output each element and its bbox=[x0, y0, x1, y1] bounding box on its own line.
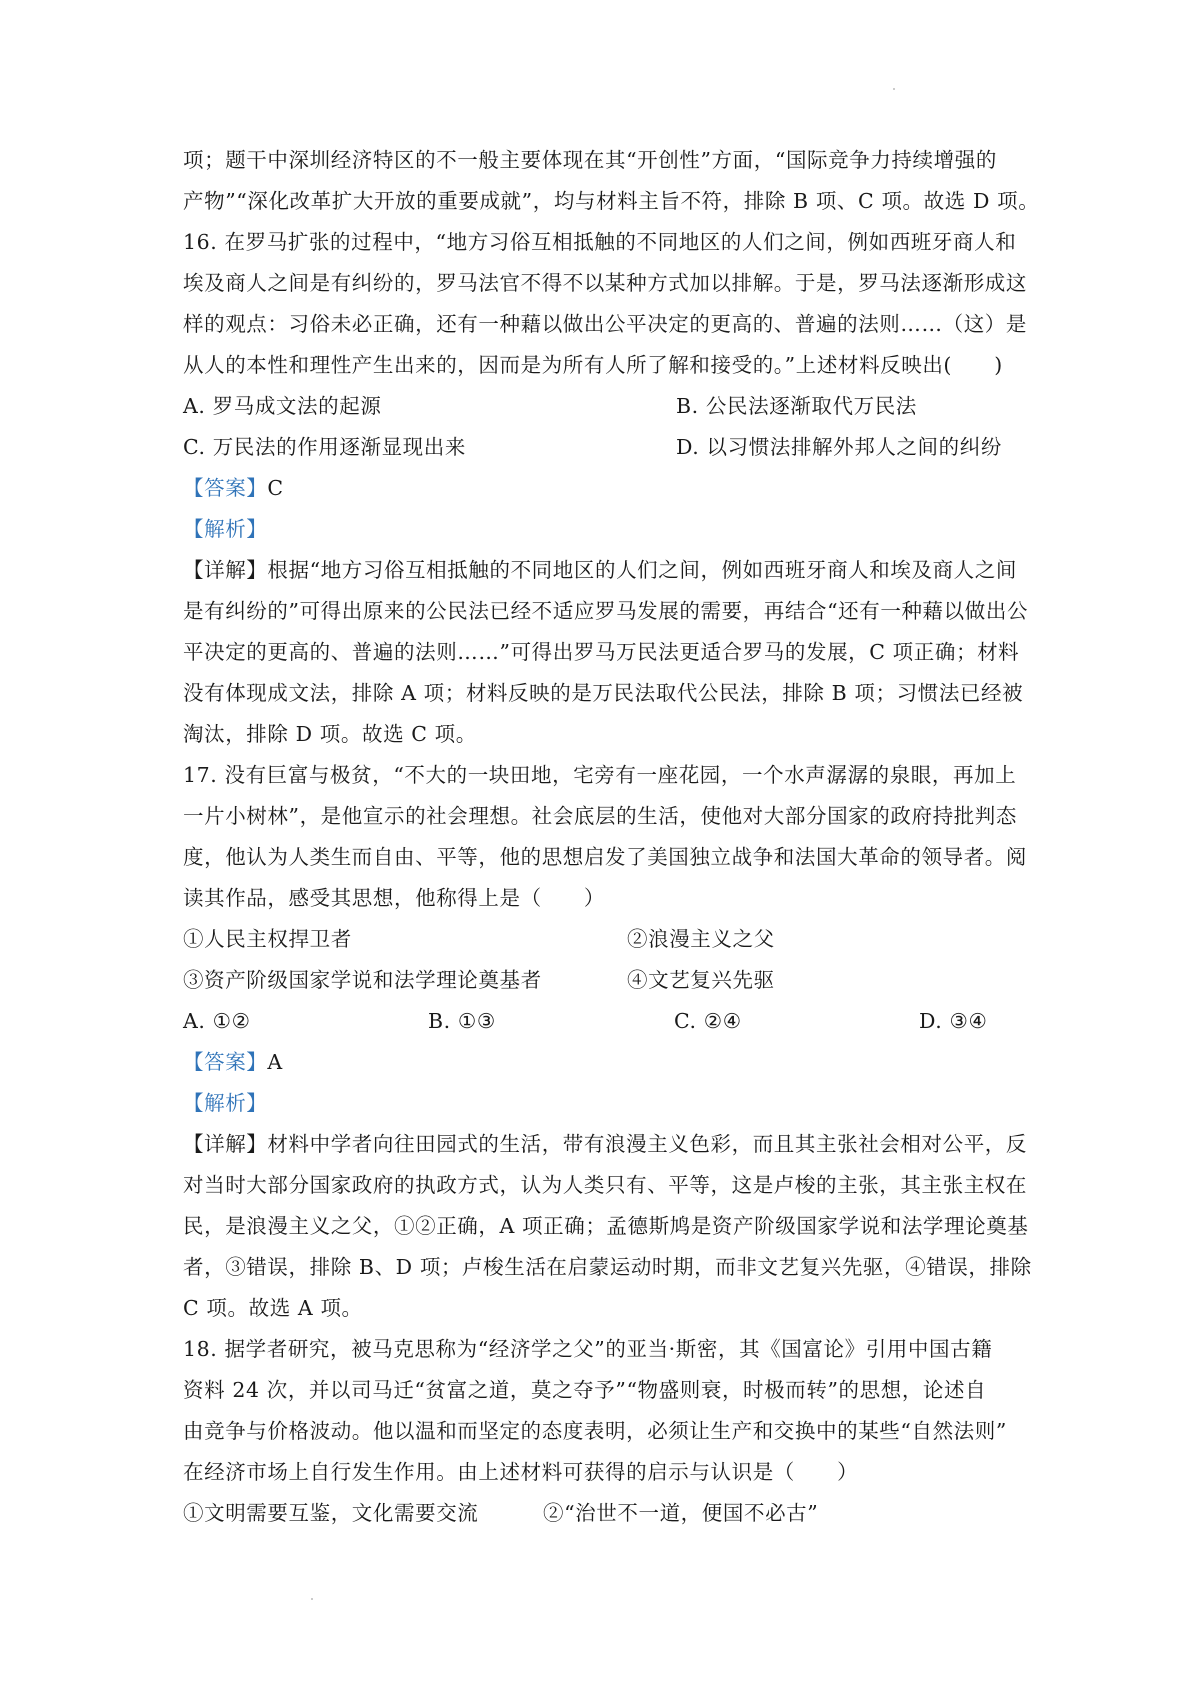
q16-detail-text-1: 根据“地方习俗互相抵触的不同地区的人们之间，例如西班牙商人和埃及商人之间 bbox=[267, 558, 1017, 582]
q17-detail-line-2: 对当时大部分国家政府的执政方式，认为人类只有、平等，这是卢梭的主张，其主张主权在 bbox=[183, 1173, 1027, 1197]
q18-item-2: ②“治世不一道，便国不必古” bbox=[543, 1501, 819, 1525]
q17-item-3: ③资产阶级国家学说和法学理论奠基者 bbox=[183, 968, 542, 992]
q16-detail-tag: 【详解】 bbox=[183, 558, 268, 582]
q17-detail-line-1 bbox=[183, 1134, 1043, 1155]
q16-answer-tag: 【答案】 bbox=[183, 476, 268, 500]
q16-stem-line-4: 从人的本性和理性产生出来的，因而是为所有人所了解和接受的。”上述材料反映出( ) bbox=[183, 353, 1003, 377]
q17-detail-tag: 【详解】 bbox=[183, 1132, 268, 1156]
q16-answer-line bbox=[183, 478, 1043, 499]
q18-stem-line-3: 由竞争与价格波动。他以温和而坚定的态度表明，必须让生产和交换中的某些“自然法则” bbox=[183, 1419, 1007, 1443]
q16-analysis-tag: 【解析】 bbox=[183, 517, 268, 541]
q16-detail-line-3: 平决定的更高的、普遍的法则……”可得出罗马万民法更适合罗马的发展，C 项正确；材料 bbox=[183, 640, 1020, 664]
q16-detail-line-5: 淘汰，排除 D 项。故选 C 项。 bbox=[183, 722, 477, 746]
q17-analysis-tag: 【解析】 bbox=[183, 1091, 268, 1115]
q17-detail-line-5: C 项。故选 A 项。 bbox=[183, 1296, 363, 1320]
q18-item-1: ①文明需要互鉴，文化需要交流 bbox=[183, 1501, 479, 1525]
q18-stem-line-2: 资料 24 次，并以司马迁“贫富之道，莫之夺予”“物盛则衰，时极而转”的思想，论述自 bbox=[183, 1378, 987, 1402]
q17-item-2: ②浪漫主义之父 bbox=[627, 927, 775, 951]
q17-stem-line-1: 17. 没有巨富与极贫，“不大的一块田地，宅旁有一座花园，一个水声潺潺的泉眼，再加上 bbox=[183, 763, 1017, 787]
q16-option-a: A. 罗马成文法的起源 bbox=[183, 394, 382, 418]
q17-answer-tag: 【答案】 bbox=[183, 1050, 268, 1074]
q17-detail-line-3: 民，是浪漫主义之父，①②正确，A 项正确；孟德斯鸠是资产阶级国家学说和法学理论奠基 bbox=[183, 1214, 1029, 1238]
q16-option-d: D. 以习惯法排解外邦人之间的纠纷 bbox=[676, 435, 1002, 459]
q17-stem-line-3: 度，他认为人类生而自由、平等，他的思想启发了美国独立战争和法国大革命的领导者。阅 bbox=[183, 845, 1027, 869]
q15-line-2: 产物”“深化改革扩大开放的重要成就”，均与材料主旨不符，排除 B 项、C 项。故选 D 项。 bbox=[183, 189, 1040, 213]
q18-stem-line-4: 在经济市场上自行发生作用。由上述材料可获得的启示与认识是（ ） bbox=[183, 1460, 859, 1484]
q18-stem-line-1: 18. 据学者研究，被马克思称为“经济学之父”的亚当·斯密，其《国富论》引用中国古籍 bbox=[183, 1337, 993, 1361]
q17-answer: A bbox=[267, 1050, 283, 1074]
q17-detail-text-1: 材料中学者向往田园式的生活，带有浪漫主义色彩，而且其主张社会相对公平，反 bbox=[267, 1132, 1028, 1156]
page-speck bbox=[311, 1598, 313, 1600]
q17-option-d: D. ③④ bbox=[919, 1009, 988, 1033]
q16-option-c: C. 万民法的作用逐渐显现出来 bbox=[183, 435, 466, 459]
q16-answer: C bbox=[267, 476, 284, 500]
page-speck bbox=[893, 88, 895, 90]
q16-detail-line-2: 是有纠纷的”可得出原来的公民法已经不适应罗马发展的需要，再结合“还有一种藉以做出公 bbox=[183, 599, 1029, 623]
q17-answer-line bbox=[183, 1052, 1043, 1073]
q17-option-b: B. ①③ bbox=[428, 1009, 496, 1033]
q16-stem-line-2: 埃及商人之间是有纠纷的，罗马法官不得不以某种方式加以排解。于是，罗马法逐渐形成这 bbox=[183, 271, 1027, 295]
q17-stem-line-4: 读其作品，感受其思想，他称得上是（ ） bbox=[183, 886, 605, 910]
q17-detail-line-4: 者，③错误，排除 B、D 项；卢梭生活在启蒙运动时期，而非文艺复兴先驱，④错误，排除 bbox=[183, 1255, 1032, 1279]
q17-item-4: ④文艺复兴先驱 bbox=[627, 968, 775, 992]
q17-option-c: C. ②④ bbox=[674, 1009, 742, 1033]
q17-stem-line-2: 一片小树林”，是他宣示的社会理想。社会底层的生活，使他对大部分国家的政府持批判态 bbox=[183, 804, 1017, 828]
q17-option-a: A. ①② bbox=[183, 1009, 251, 1033]
q16-stem-line-1: 16. 在罗马扩张的过程中，“地方习俗互相抵触的不同地区的人们之间，例如西班牙商人和 bbox=[183, 230, 1017, 254]
q16-detail-line-4: 没有体现成文法，排除 A 项；材料反映的是万民法取代公民法，排除 B 项；习惯法已经被 bbox=[183, 681, 1024, 705]
q16-detail-line-1 bbox=[183, 560, 1043, 581]
q15-line-1: 项；题干中深圳经济特区的不一般主要体现在其“开创性”方面，“国际竞争力持续增强的 bbox=[183, 148, 997, 172]
q16-stem-line-3: 样的观点：习俗未必正确，还有一种藉以做出公平决定的更高的、普遍的法则……（这）是 bbox=[183, 312, 1027, 336]
q16-option-b: B. 公民法逐渐取代万民法 bbox=[676, 394, 917, 418]
q17-item-1: ①人民主权捍卫者 bbox=[183, 927, 352, 951]
